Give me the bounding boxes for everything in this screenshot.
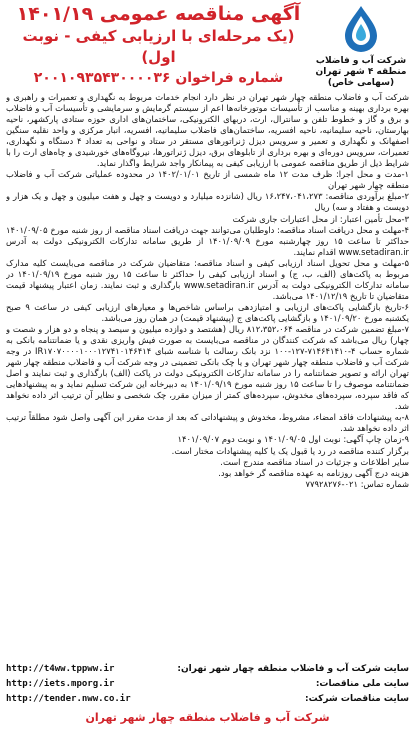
- contact-phone: شماره تماس: ۰۲۱-۷۷۹۲۸۲۷۶: [305, 478, 409, 489]
- item-estimate: ۲-مبلغ برآوردی مناقصه: ۱۶،۲۴۷،۰۴۱،۲۷۳ ریال (شانزده میلیارد و دویست و چهل و هفت میلیون و چهل و یک هزار و دویست و هفتاد و سه) ریال: [6, 191, 409, 213]
- site-row-tenders: [6, 692, 409, 707]
- item-rejection: ۸-به پیشنهادات فاقد امضاء، مشروط، مخدوش و پیشنهاداتی که بعد از مدت مقرر این آگهی واصل شود مطلقاً ترتیب اثر داده نخواهد شد.: [6, 412, 409, 434]
- notice-title: آگهی مناقصه عمومی ۱۴۰۱/۱۹: [16, 3, 301, 25]
- site-row-company: [6, 662, 409, 677]
- site-row-national: [6, 677, 409, 692]
- org-name: شرکت آب و فاضلاب منطقه ۴ شهر تهران (سهامی خاص): [315, 56, 407, 88]
- title-block: [4, 2, 313, 89]
- item-opening-date: ۶-تاریخ بازگشایی پاکت‌های ارزیابی و امتیازدهی براساس شاخص‌ها و معیارهای ارزیابی کیفی در ساعت ۹ صبح یکشنبه مورخ ۱۴۰۱/۰۹/۲۰ و بازگشایی پاکت‌های ج (پیشنهاد قیمت) در همان روز می‌باشد.: [6, 301, 409, 323]
- notice-body: [6, 92, 409, 662]
- water-drop-logo-icon: [333, 4, 389, 54]
- item-guarantee: ۷-مبلغ تضمین شرکت در مناقصه ۸۱۲،۳۵۲،۰۶۴ ریال (هشتصد و دوازده میلیون و سیصد و پنجاه و دو هزار و شصت و چهار) ریال می‌باشد که شرکت کنندگان در مناقصه می‌بایست به صورت فیش واریزی نقدی و یا ضمانتنامه بانکی به شماره حساب ۴-۷۱۴۶۴۱۴۱۰-۱۲۷-۱۰۰ نزد بانک رسالت با شناسه شبای IR۱۷۰۷۰۰۰۰۱۰۰۰۱۲۷۴۱۰۱۴۶۴۱۴ در وجه شرکت آب و فاضلاب منطقه چهار شهر تهران و یا چک بانکی تضمینی در وجه شرکت آب و فاضلاب منطقه چهار شهر تهران ارائه و تصویر ضمانتنامه را در سامانه تدارکات الکترونیکی دولت در پاکت (الف) بارگذاری و ثبت نمایند و اصل ضمانتنامه موصوف را تا ساعت ۱۵ روز شنبه مورخ ۱۴۰۱/۰۹/۱۹ به دبیرخانه این شرکت تسلیم نماید و به پیشنهادهایی که فاقد سپرده، سپرده‌های مخدوش، سپرده‌های کمتر از میزان مقرر، چک شخصی و نظایر آن ترتیب اثر داده نخواهد شد.: [6, 323, 409, 412]
- site-label: سایت شرکت آب و فاضلاب منطقه چهار شهر تهران:: [177, 664, 409, 674]
- site-label: سایت مناقصات شرکت:: [304, 694, 409, 704]
- item-funding: ۳-محل تأمین اعتبار: از محل اعتبارات جاری شرکت: [232, 213, 409, 224]
- item-document-pickup: ۴-مهلت و محل دریافت اسناد مناقصه: داوطلبان می‌توانند جهت دریافت اسناد مناقصه از روز شنبه مورخ ۱۴۰۱/۰۹/۰۵ حداکثر تا ساعت ۱۵ روز چهارشنبه مورخ ۱۴۰۱/۰۹/۰۹ از طریق سامانه تدارکات الکترونیکی دولت به آدرس www.setadiran.ir اقدام نمایند.: [6, 224, 409, 257]
- intro-paragraph: شرکت آب و فاضلاب منطقه چهار شهر تهران در نظر دارد انجام خدمات مربوط به نگهداری و تعمیرات و راهبری و بهره برداری بهینه و مناسب از تأسیسات موتورخانه‌ها اعم از سیستم گرمایش و سرمایشی و تأسیسات آب و فاضلاب و برق و گاز و خطوط تلفن و سانترال، ارت، دربهای الکترونیکی، ساختمان‌های اداری حوزه ستادی پارکشهر، ناحیه بهارستان، ناحیه سلیمانیه، ناحیه افسریه، ساختمان‌های فاضلاب سلیمانیه، افسریه، انبار مرکزی و واحد نقلیه سنگین اصفهانک و نگهداری و تعمیر و سرویس دیزل ژنراتورهای مستقر در ستاد و نواحی به تعداد ۴ دستگاه و نگهداری، تعمیرات، سرویس دوره‌ای و بهره برداری از تابلوهای برق، دیزل ژنراتورها، نیروگاه‌های خورشیدی و چاه‌های ارت را با شرایط ذیل از طریق مناقصه عمومی با ارزیابی کیفی به پیمانکار واجد شرایط واگذار نماید.: [6, 92, 409, 169]
- item-duration: ۱-مدت و محل اجرا: ظرف مدت ۱۲ ماه شمسی از تاریخ ۱۴۰۲/۰۱/۰۱ در محدوده عملیاتی شرکت آب و فاضلاب منطقه چهار شهر تهران: [6, 169, 409, 191]
- item-document-delivery: ۵-مهلت و محل تحویل اسناد ارزیابی کیفی و اسناد مناقصه: متقاضیان شرکت در مناقصه می‌بایست کلیه مدارک مربوط به پاکت‌های (الف، ب، ج) و اسناد ارزیابی کیفی را حداکثر تا ساعت ۱۵ روز شنبه مورخ ۱۴۰۱/۰۹/۱۹ در سامانه تدارکات الکترونیکی دولت به آدرس www.setadiran.ir بارگذاری و ثبت نمایند. زمان اعتبار پیشنهاد قیمت متقاضیان تا تاریخ ۱۴۰۱/۱۲/۱۹ می‌باشد.: [6, 257, 409, 301]
- site-url-link[interactable]: http://tender.nww.co.ir: [6, 694, 131, 704]
- note-right-to-reject: برگزار کننده مناقصه در رد یا قبول یک یا کلیه پیشنهادات مختار است.: [171, 445, 409, 456]
- site-url-link[interactable]: http://t4ww.tppww.ir: [6, 664, 115, 674]
- call-number: شماره فراخوان ۲۰۰۱۰۹۳۵۴۳۰۰۰۰۳۶: [33, 70, 284, 86]
- item-publish-dates: ۹-زمان چاپ آگهی: نوبت اول ۱۴۰۱/۰۹/۰۵ و نوبت دوم ۱۴۰۱/۰۹/۰۷: [177, 434, 409, 445]
- notice-subtitle: (یک مرحله‌ای با ارزیابی کیفی - نوبت اول): [22, 27, 295, 66]
- site-label: سایت ملی مناقصات:: [315, 679, 409, 689]
- site-url-link[interactable]: http://iets.mporg.ir: [6, 679, 115, 689]
- closing-signature: شرکت آب و فاضلاب منطقه چهار شهر تهران: [85, 711, 330, 724]
- note-ad-cost: هزینه درج آگهی روزنامه به عهده مناقصه گر خواهد بود.: [218, 467, 409, 478]
- notice-footer: [6, 662, 409, 724]
- note-details: سایر اطلاعات و جزئیات در اسناد مناقصه مندرج است.: [220, 456, 409, 467]
- org-logo-block: [315, 4, 407, 89]
- notice-header: [0, 0, 415, 92]
